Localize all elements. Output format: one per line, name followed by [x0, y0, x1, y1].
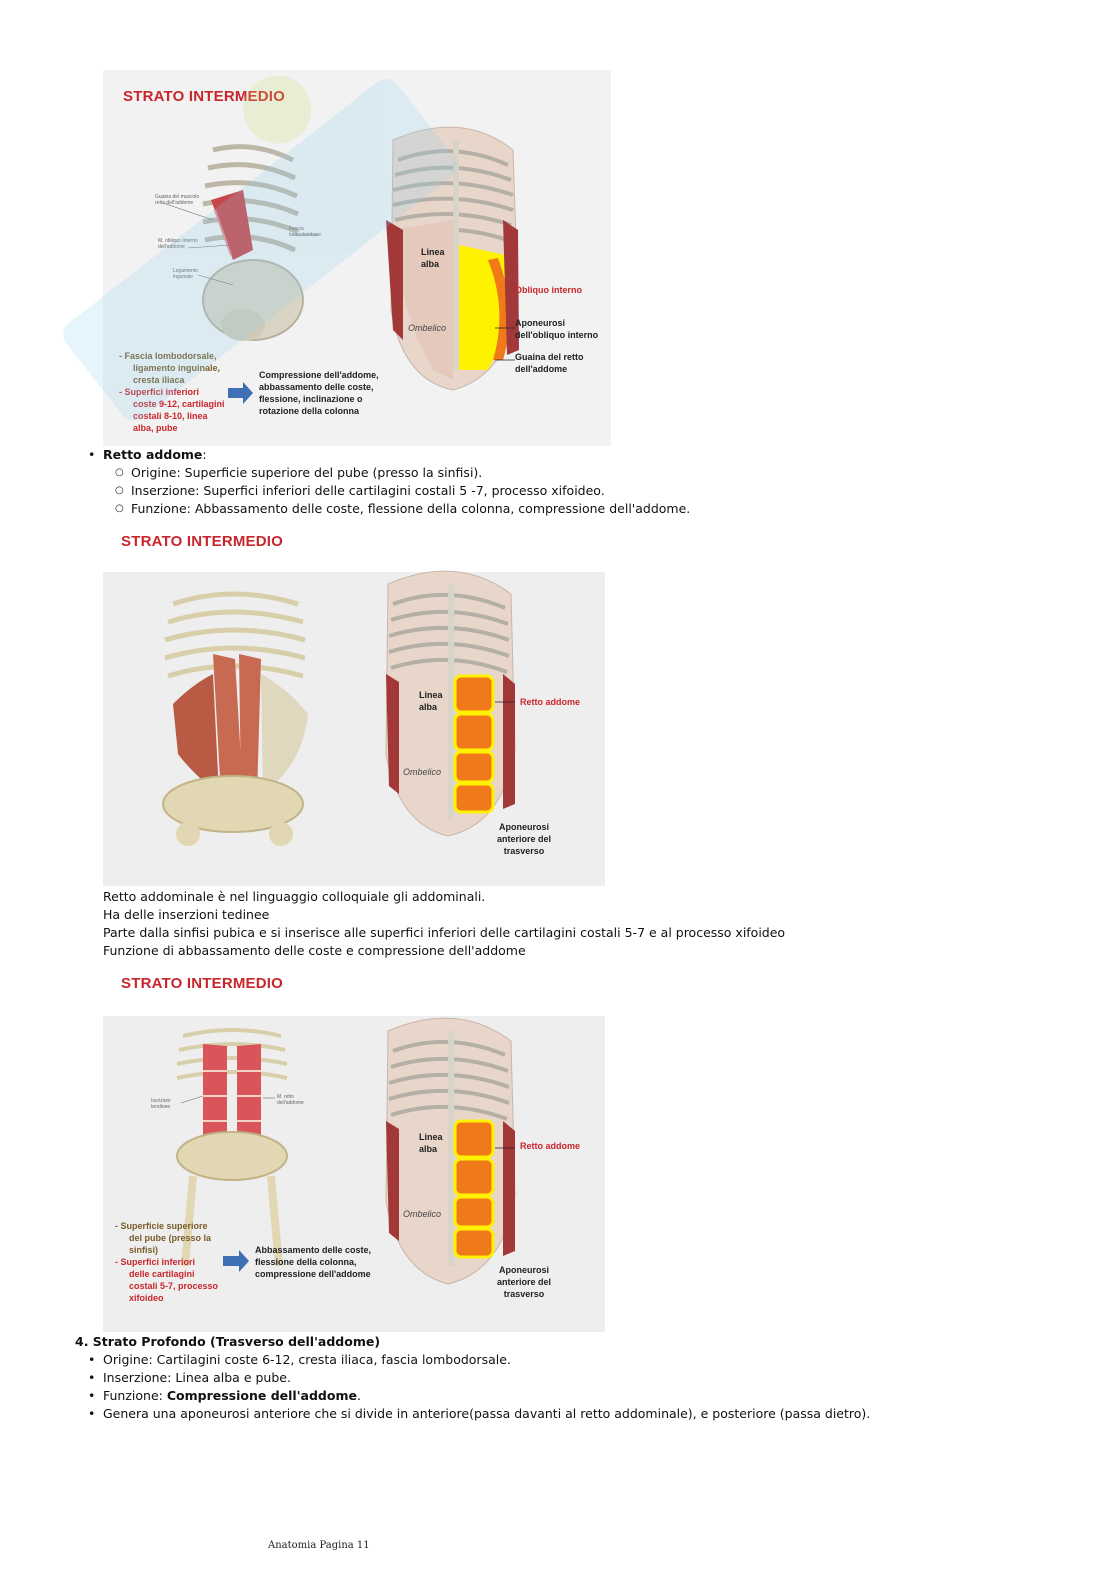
label-obliquo-interno: Obliquo interno — [515, 285, 582, 295]
label-guaina-retto: Guaina del retto dell'addome — [515, 352, 584, 374]
profondo-function — [103, 1387, 361, 1404]
figure-strato-intermedio-obliquo-interno — [103, 70, 611, 446]
function-line: rotazione della colonna — [259, 406, 360, 416]
label-obliquo-interno-sx: M. obliquo interno dell'addome — [158, 238, 198, 250]
figure-3-heading: STRATO INTERMEDIO — [121, 975, 284, 992]
label-ombelico: Ombelico — [403, 767, 442, 777]
function-line: Abbassamento delle coste, — [255, 1245, 372, 1255]
figure-3-function — [255, 1244, 371, 1280]
profondo-function-end: . — [356, 1388, 361, 1403]
insertion-line: costali 8-10, linea — [133, 411, 208, 421]
page-footer: Anatomia Pagina 11 — [268, 1540, 370, 1551]
function-line: flessione, inclinazione o — [259, 394, 363, 404]
figure-strato-intermedio-retto — [103, 524, 605, 886]
label-retto-addome: Retto addome — [520, 1141, 581, 1151]
insertion-line: alba, pube — [133, 423, 178, 433]
function-line: Compressione dell'addome, — [259, 370, 379, 380]
label-iscrizioni: Iscrizioni tendinee — [151, 1098, 171, 1110]
profondo-insertion: • Inserzione: Linea alba e pube. — [103, 1369, 291, 1386]
retto-title-text: Retto addome — [103, 447, 203, 462]
origin-line: ligamento inguinale, — [133, 363, 221, 373]
origin-line: - Fascia lombodorsale, — [119, 351, 217, 361]
insertion-line: xifoideo — [129, 1293, 164, 1303]
insertion-line: costali 5-7, processo — [129, 1281, 219, 1291]
note-line: Ha delle inserzioni tedinee — [103, 907, 270, 922]
label-retto-addome: Retto addome — [520, 697, 581, 707]
note-line: Parte dalla sinfisi pubica e si inserisce alle superfici inferiori delle cartilagini costali 5-7 e al processo xifoideo — [103, 925, 786, 940]
label-aponeurosi: Aponeurosi anteriore del trasverso — [496, 1265, 552, 1299]
profondo-function-value: Compressione dell'addome — [166, 1388, 357, 1403]
label-legamento: Legamento inguinale — [173, 268, 199, 280]
origin-line: cresta iliaca — [133, 375, 185, 385]
insertion-line: - Superfici inferiori — [115, 1257, 196, 1267]
retto-title — [103, 446, 207, 463]
label-linea-alba: Linea alba — [421, 247, 445, 269]
insertion-line: delle cartilagini — [129, 1269, 195, 1279]
retto-origin: ○ Origine: Superficie superiore del pube (presso la sinfisi). — [131, 464, 482, 481]
retto-title-colon: : — [202, 447, 207, 462]
label-ombelico: Ombelico — [408, 323, 447, 333]
figure-strato-intermedio-retto-2 — [103, 966, 605, 1332]
origin-line: - Superficie superiore — [115, 1221, 208, 1231]
note-line: Funzione di abbassamento delle coste e compressione dell'addome — [103, 943, 526, 958]
figure-3-origin — [115, 1220, 218, 1304]
profondo-title: 4. Strato Profondo (Trasverso dell'addome) — [75, 1334, 381, 1349]
retto-insertion: ○ Inserzione: Superfici inferiori delle cartilagini costali 5 -7, processo xifoideo. — [131, 482, 605, 499]
figure-1-origin — [119, 350, 225, 434]
label-linea-alba: Linea alba — [419, 1132, 443, 1154]
figure-1-function — [259, 369, 379, 417]
function-line: flessione della colonna, — [255, 1257, 357, 1267]
label-retto-muscolo: M. retto dell'addome — [277, 1094, 304, 1106]
label-aponeurosi: Aponeurosi anteriore del trasverso — [496, 822, 552, 856]
function-line: compressione dell'addome — [255, 1269, 371, 1279]
profondo-function-label: Funzione: — [103, 1388, 167, 1403]
insertion-line: - Superfici inferiori — [119, 387, 200, 397]
figure-1-heading: STRATO INTERMEDIO — [123, 88, 286, 105]
origin-line: del pube (presso la — [129, 1233, 212, 1243]
label-ombelico: Ombelico — [403, 1209, 442, 1219]
label-fascia: Fascia toracolombare — [289, 226, 321, 238]
figure-2-heading: STRATO INTERMEDIO — [121, 533, 284, 550]
function-line: abbassamento delle coste, — [259, 382, 374, 392]
retto-function: ○ Funzione: Abbassamento delle coste, flessione della colonna, compressione dell'addome. — [131, 500, 690, 517]
note-line: Retto addominale è nel linguaggio colloquiale gli addominali. — [103, 889, 486, 904]
label-guaina: Guaina del muscolo retto dell'addome — [155, 194, 200, 206]
insertion-line: coste 9-12, cartilagini — [133, 399, 225, 409]
profondo-origin: • Origine: Cartilagini coste 6-12, cresta iliaca, fascia lombodorsale. — [103, 1351, 511, 1368]
origin-line: sinfisi) — [129, 1245, 159, 1255]
profondo-extra: • Genera una aponeurosi anteriore che si divide in anteriore(passa davanti al retto addominale), e posteriore (passa dietro). — [103, 1405, 870, 1422]
label-aponeurosi: Aponeurosi dell'obliquo interno — [515, 318, 599, 340]
label-linea-alba: Linea alba — [419, 690, 443, 712]
